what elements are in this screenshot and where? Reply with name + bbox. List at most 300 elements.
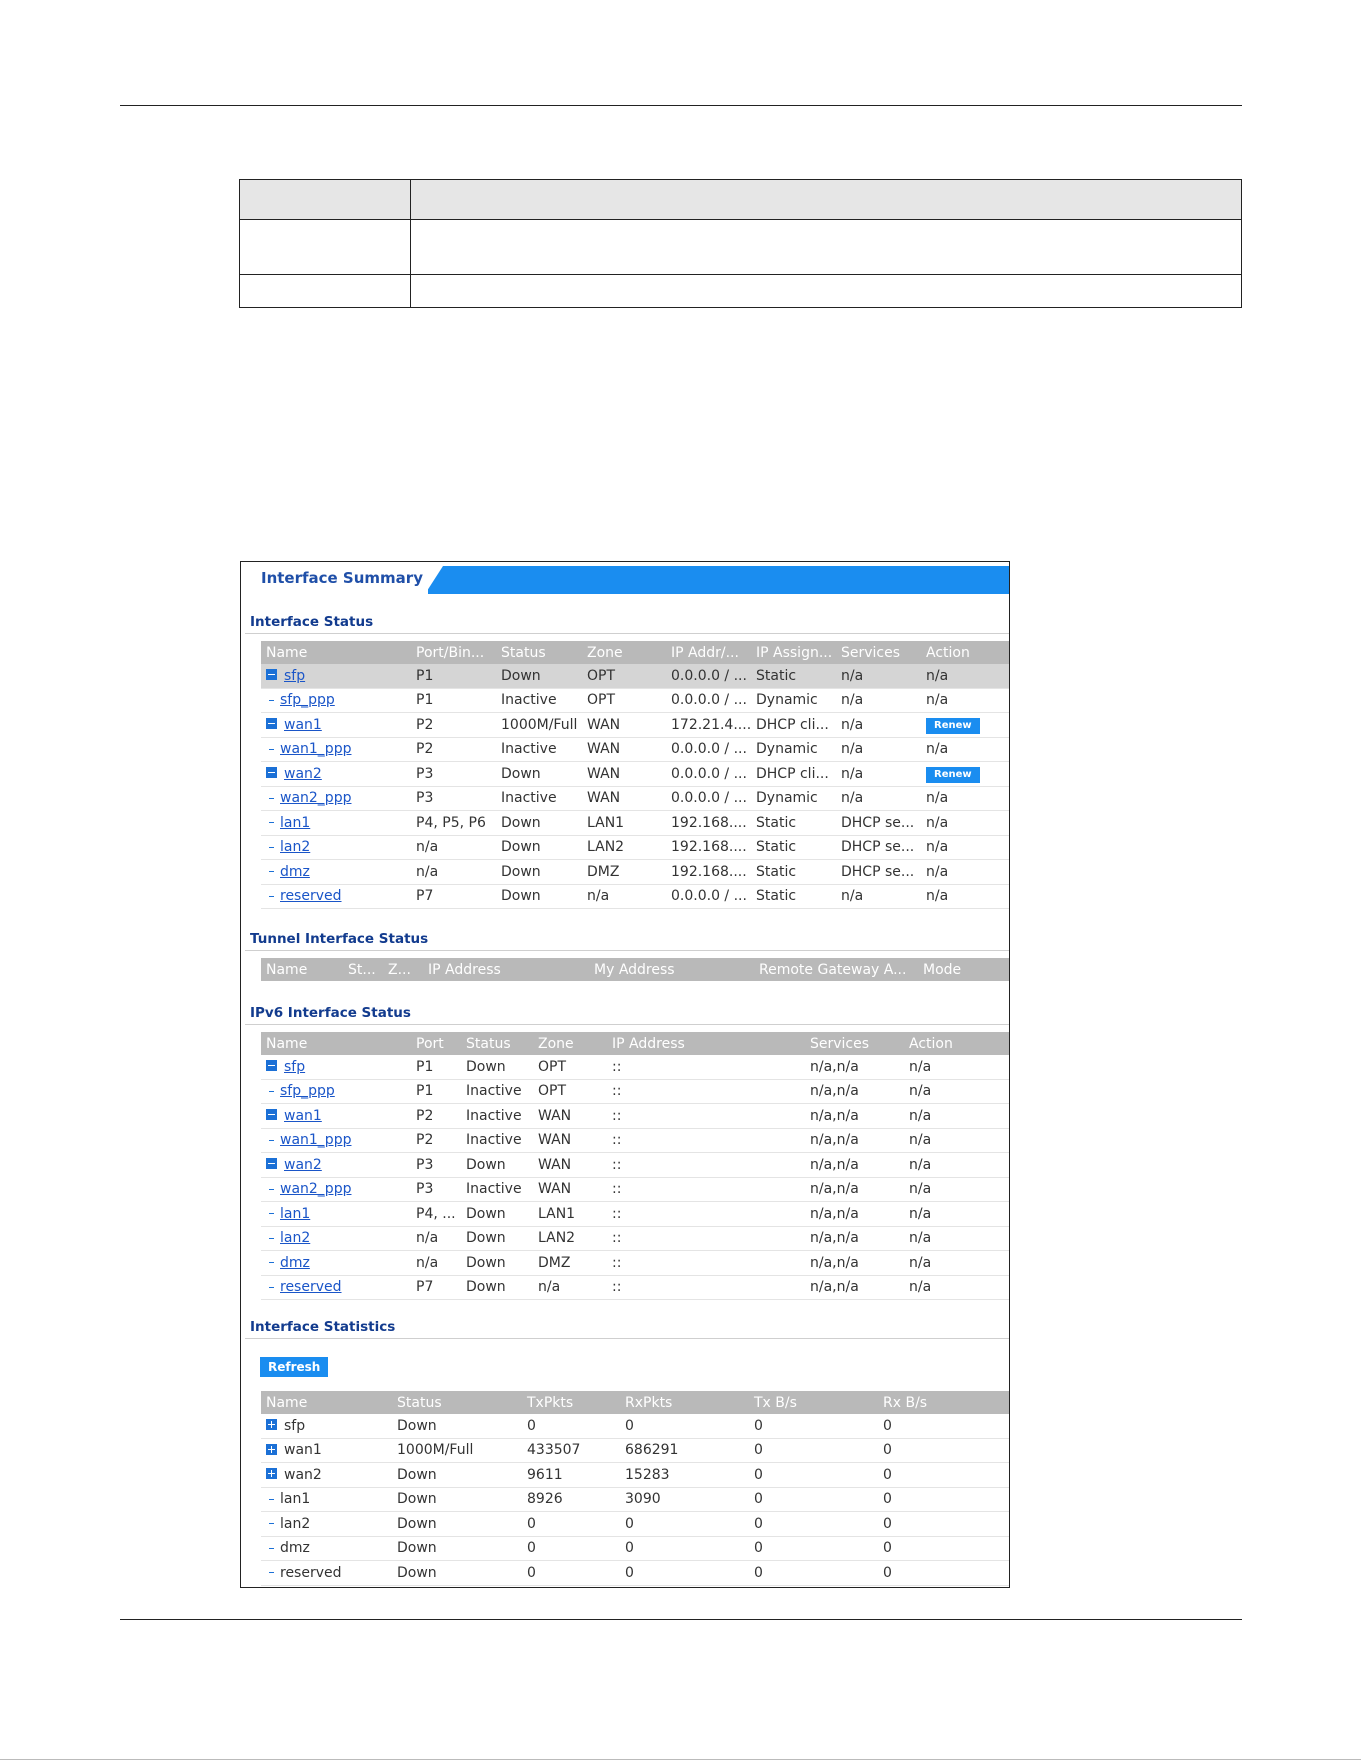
cell-action: n/a: [904, 1055, 1010, 1079]
column-header[interactable]: Rx B/s: [878, 1391, 1010, 1414]
expand-icon[interactable]: [266, 1419, 277, 1430]
tab-bar-fill: [428, 566, 1009, 594]
cell-services: DHCP se...: [836, 811, 921, 836]
cell-action: [921, 762, 1010, 787]
table-row[interactable]: [261, 664, 1010, 688]
cell-txb: 0: [749, 1414, 878, 1438]
cell-port: P3: [411, 1177, 461, 1202]
cell-tx: 0: [522, 1512, 620, 1537]
column-header[interactable]: Services: [805, 1032, 904, 1055]
cell-port: P2: [411, 713, 496, 738]
cell-port: n/a: [411, 835, 496, 860]
interface-name-cell: [261, 1177, 411, 1202]
cell-status: 1000M/Full: [392, 1438, 522, 1463]
column-header[interactable]: Port/Bin...: [411, 641, 496, 664]
interface-name-cell: [261, 762, 411, 787]
cell-status: Down: [392, 1463, 522, 1488]
column-header[interactable]: Name: [261, 1032, 411, 1055]
cell-action: n/a: [904, 1275, 1010, 1300]
table-row[interactable]: [261, 1251, 1010, 1276]
cell-zone: OPT: [533, 1079, 607, 1104]
collapse-icon[interactable]: [266, 1158, 277, 1169]
column-header[interactable]: Services: [836, 641, 921, 664]
cell-rxb: 0: [878, 1512, 1010, 1537]
cell-services: n/a,n/a: [805, 1055, 904, 1079]
section-title-ipv6-status: IPv6 Interface Status: [250, 1005, 411, 1021]
table-row[interactable]: [261, 1055, 1010, 1079]
table-row[interactable]: [261, 1536, 1010, 1561]
cell-status: Down: [496, 835, 582, 860]
column-header[interactable]: Z...: [383, 958, 423, 981]
arrow-icon: [269, 1572, 274, 1573]
interface-link[interactable]: lan2: [280, 839, 311, 856]
page-footer-rule: [120, 1619, 1242, 1620]
arrow-icon: [269, 1213, 274, 1214]
cell-port: n/a: [411, 1226, 461, 1251]
cell-rx: 0: [620, 1414, 749, 1438]
cell-action: n/a: [904, 1202, 1010, 1227]
cell-assign: Dynamic: [751, 737, 836, 762]
table-row[interactable]: [261, 1226, 1010, 1251]
arrow-icon: [269, 1140, 274, 1141]
interface-link[interactable]: reserved: [280, 1279, 342, 1296]
cell-ip: 0.0.0.0 / ...: [666, 664, 751, 688]
cell-action: [921, 786, 1010, 811]
cell-status: Inactive: [496, 786, 582, 811]
cell-port: P7: [411, 1275, 461, 1300]
tab-bar: [241, 562, 1009, 594]
column-header[interactable]: Status: [392, 1391, 522, 1414]
ipv6-status-table: [261, 1032, 1010, 1300]
cell-zone: WAN: [533, 1104, 607, 1129]
cell-status: Down: [496, 811, 582, 836]
table-row[interactable]: [261, 1275, 1010, 1300]
cell-ip: 0.0.0.0 / ...: [666, 786, 751, 811]
table-row[interactable]: [261, 1079, 1010, 1104]
cell-services: n/a,n/a: [805, 1079, 904, 1104]
cell-ip: 0.0.0.0 / ...: [666, 884, 751, 909]
cell-ip: ::: [607, 1275, 805, 1300]
cell-port: P3: [411, 786, 496, 811]
expand-icon[interactable]: [266, 1468, 277, 1479]
cell-action: n/a: [904, 1226, 1010, 1251]
cell-zone: WAN: [533, 1177, 607, 1202]
cell-rx: 686291: [620, 1438, 749, 1463]
cell-zone: WAN: [582, 762, 666, 787]
interface-link[interactable]: lan1: [280, 814, 311, 831]
table-row[interactable]: [261, 1561, 1010, 1586]
interface-name-cell: [261, 1055, 411, 1079]
cell-ip: ::: [607, 1128, 805, 1153]
cell-assign: Dynamic: [751, 786, 836, 811]
cell-zone: n/a: [582, 884, 666, 909]
cell-services: n/a,n/a: [805, 1128, 904, 1153]
interface-name-cell: [261, 1275, 411, 1300]
table-row[interactable]: [261, 860, 1010, 885]
action-text: n/a: [926, 741, 949, 758]
table-row[interactable]: [261, 713, 1010, 738]
interface-link[interactable]: sfp_ppp: [280, 1083, 335, 1100]
cell-tx: 0: [522, 1561, 620, 1586]
cell-zone: LAN1: [533, 1202, 607, 1227]
cell-rxb: 0: [878, 1561, 1010, 1586]
cell-assign: Static: [751, 884, 836, 909]
cell-rx: 0: [620, 1512, 749, 1537]
column-header[interactable]: Tx B/s: [749, 1391, 878, 1414]
table-row[interactable]: [261, 1128, 1010, 1153]
table-row[interactable]: [261, 1104, 1010, 1129]
cell-port: P4, P5, P6: [411, 811, 496, 836]
column-header[interactable]: IP Addr/...: [666, 641, 751, 664]
interface-name-cell: [261, 737, 411, 762]
cell-port: P7: [411, 884, 496, 909]
cell-ip: ::: [607, 1226, 805, 1251]
cell-status: Down: [496, 664, 582, 688]
cell-services: n/a,n/a: [805, 1153, 904, 1178]
table-row[interactable]: [261, 1463, 1010, 1488]
interface-summary-screenshot: [240, 561, 1010, 1588]
interface-name-cell: [261, 835, 411, 860]
column-header[interactable]: Zone: [533, 1032, 607, 1055]
cell-services: n/a: [836, 664, 921, 688]
cell-zone: WAN: [533, 1153, 607, 1178]
cell-services: n/a: [836, 786, 921, 811]
cell-port: n/a: [411, 860, 496, 885]
cell-status: Down: [496, 884, 582, 909]
cell-zone: OPT: [582, 688, 666, 713]
cell-ip: ::: [607, 1251, 805, 1276]
interface-name-cell: [261, 1463, 392, 1488]
cell-status: Down: [392, 1561, 522, 1586]
cell-rxb: 0: [878, 1414, 1010, 1438]
cell-services: n/a,n/a: [805, 1177, 904, 1202]
arrow-icon: [269, 1499, 274, 1500]
cell-assign: DHCP cli...: [751, 762, 836, 787]
arrow-icon: [269, 847, 274, 848]
doc-table-header-row: [240, 180, 1242, 220]
cell-txb: 0: [749, 1463, 878, 1488]
interface-name: wan1: [284, 1442, 322, 1459]
cell-txb: 0: [749, 1512, 878, 1537]
table-row[interactable]: [261, 835, 1010, 860]
cell-action: n/a: [904, 1128, 1010, 1153]
table-row[interactable]: [261, 1414, 1010, 1438]
cell-status: Down: [461, 1153, 533, 1178]
cell-ip: 192.168....: [666, 835, 751, 860]
cell-port: P1: [411, 688, 496, 713]
column-header[interactable]: Zone: [582, 641, 666, 664]
cell-rx: 0: [620, 1561, 749, 1586]
cell-port: P1: [411, 1079, 461, 1104]
interface-name-cell: [261, 688, 411, 713]
interface-name-cell: [261, 860, 411, 885]
cell-txb: 0: [749, 1561, 878, 1586]
interface-link[interactable]: wan2_ppp: [280, 790, 352, 807]
interface-name-cell: [261, 1202, 411, 1227]
cell-rx: 3090: [620, 1487, 749, 1512]
page-header-rule: [120, 105, 1242, 106]
interface-link[interactable]: dmz: [280, 1254, 310, 1271]
interface-link[interactable]: reserved: [280, 888, 342, 905]
cell-services: n/a,n/a: [805, 1104, 904, 1129]
arrow-icon: [269, 1189, 274, 1190]
table-row[interactable]: [261, 737, 1010, 762]
cell-assign: DHCP cli...: [751, 713, 836, 738]
field-description-table: [239, 179, 1242, 308]
cell-action: [921, 713, 1010, 738]
arrow-icon: [269, 798, 274, 799]
cell-ip: ::: [607, 1055, 805, 1079]
table-row[interactable]: [261, 786, 1010, 811]
collapse-icon[interactable]: [266, 1109, 277, 1120]
interface-status-table: [261, 641, 1010, 909]
column-header[interactable]: Status: [496, 641, 582, 664]
cell-status: Down: [392, 1487, 522, 1512]
cell-services: DHCP se...: [836, 835, 921, 860]
cell-action: [921, 835, 1010, 860]
cell-tx: 8926: [522, 1487, 620, 1512]
cell-zone: LAN2: [582, 835, 666, 860]
column-header[interactable]: Action: [921, 641, 1010, 664]
table-row[interactable]: [261, 1202, 1010, 1227]
cell-action: [921, 664, 1010, 688]
cell-ip: 0.0.0.0 / ...: [666, 762, 751, 787]
interface-link[interactable]: dmz: [280, 863, 310, 880]
cell-action: [921, 737, 1010, 762]
cell-action: n/a: [904, 1104, 1010, 1129]
collapse-icon[interactable]: [266, 718, 277, 729]
cell-assign: Static: [751, 860, 836, 885]
table-row[interactable]: [261, 1512, 1010, 1537]
cell-action: [921, 811, 1010, 836]
action-text: n/a: [926, 692, 949, 709]
cell-services: n/a: [836, 713, 921, 738]
renew-button[interactable]: Renew: [926, 718, 980, 734]
cell-status: Inactive: [496, 688, 582, 713]
interface-name-cell: [261, 1512, 392, 1537]
action-text: n/a: [926, 790, 949, 807]
column-header[interactable]: Name: [261, 1391, 392, 1414]
cell-ip: 172.21.4....: [666, 713, 751, 738]
cell-action: n/a: [904, 1153, 1010, 1178]
cell-assign: Static: [751, 664, 836, 688]
arrow-icon: [269, 1091, 274, 1092]
cell-port: P2: [411, 1128, 461, 1153]
section-title-statistics: Interface Statistics: [250, 1319, 396, 1335]
table-row[interactable]: [261, 688, 1010, 713]
cell-services: n/a,n/a: [805, 1251, 904, 1276]
cell-ip: ::: [607, 1177, 805, 1202]
column-header[interactable]: My Address: [589, 958, 754, 981]
section-title-interface-status: Interface Status: [250, 614, 374, 630]
interface-name: wan2: [284, 1466, 322, 1483]
cell-rx: 15283: [620, 1463, 749, 1488]
renew-button[interactable]: Renew: [926, 767, 980, 783]
cell-ip: ::: [607, 1079, 805, 1104]
cell-services: n/a,n/a: [805, 1226, 904, 1251]
doc-table-row: [240, 275, 1242, 308]
interface-name: lan1: [280, 1491, 311, 1508]
cell-services: n/a,n/a: [805, 1275, 904, 1300]
cell-port: P4, ...: [411, 1202, 461, 1227]
arrow-icon: [269, 700, 274, 701]
interface-name: sfp: [284, 1417, 306, 1434]
tab-interface-summary[interactable]: Interface Summary: [245, 562, 425, 594]
cell-tx: 0: [522, 1414, 620, 1438]
cell-zone: LAN1: [582, 811, 666, 836]
column-header[interactable]: IP Address: [423, 958, 589, 981]
arrow-icon: [269, 749, 274, 750]
cell-assign: Static: [751, 835, 836, 860]
cell-port: P3: [411, 1153, 461, 1178]
cell-zone: WAN: [582, 786, 666, 811]
interface-name-cell: [261, 664, 411, 688]
arrow-icon: [269, 1262, 274, 1263]
collapse-icon[interactable]: [266, 669, 277, 680]
interface-link[interactable]: wan2: [284, 1156, 322, 1173]
interface-link[interactable]: lan1: [280, 1205, 311, 1222]
table-row[interactable]: [261, 1438, 1010, 1463]
cell-status: Down: [392, 1414, 522, 1438]
column-header[interactable]: RxPkts: [620, 1391, 749, 1414]
cell-status: Down: [461, 1055, 533, 1079]
cell-ip: 192.168....: [666, 811, 751, 836]
cell-ip: ::: [607, 1153, 805, 1178]
interface-link[interactable]: wan1_ppp: [280, 741, 352, 758]
arrow-icon: [269, 896, 274, 897]
column-header[interactable]: Port: [411, 1032, 461, 1055]
action-text: n/a: [926, 839, 949, 856]
interface-statistics-table: [261, 1391, 1010, 1586]
cell-status: Down: [392, 1536, 522, 1561]
cell-action: n/a: [904, 1079, 1010, 1104]
interface-link[interactable]: lan2: [280, 1230, 311, 1247]
arrow-icon: [269, 1287, 274, 1288]
cell-assign: Static: [751, 811, 836, 836]
interface-link[interactable]: wan2: [284, 765, 322, 782]
interface-name-cell: [261, 786, 411, 811]
cell-rxb: 0: [878, 1536, 1010, 1561]
table-row[interactable]: [261, 1177, 1010, 1202]
cell-services: n/a: [836, 884, 921, 909]
cell-services: n/a,n/a: [805, 1202, 904, 1227]
cell-status: Down: [496, 860, 582, 885]
cell-tx: 433507: [522, 1438, 620, 1463]
table-row[interactable]: [261, 1487, 1010, 1512]
cell-action: [921, 860, 1010, 885]
interface-link[interactable]: wan1: [284, 1107, 322, 1124]
tunnel-status-table: [261, 958, 1010, 981]
interface-name-cell: [261, 1561, 392, 1586]
cell-port: P1: [411, 664, 496, 688]
cell-assign: Dynamic: [751, 688, 836, 713]
cell-rx: 0: [620, 1536, 749, 1561]
interface-link[interactable]: wan2_ppp: [280, 1181, 352, 1198]
doc-table-row: [240, 220, 1242, 275]
interface-name-cell: [261, 1414, 392, 1438]
cell-port: P3: [411, 762, 496, 787]
table-row[interactable]: [261, 1153, 1010, 1178]
refresh-button[interactable]: Refresh: [260, 1357, 328, 1377]
action-text: n/a: [926, 814, 949, 831]
cell-port: P2: [411, 737, 496, 762]
expand-icon[interactable]: [266, 1444, 277, 1455]
interface-name-cell: [261, 1487, 392, 1512]
cell-port: n/a: [411, 1251, 461, 1276]
interface-name-cell: [261, 1079, 411, 1104]
column-header[interactable]: Status: [461, 1032, 533, 1055]
column-header[interactable]: Name: [261, 958, 343, 981]
cell-txb: 0: [749, 1536, 878, 1561]
arrow-icon: [269, 871, 274, 872]
collapse-icon[interactable]: [266, 1060, 277, 1071]
arrow-icon: [269, 1548, 274, 1549]
cell-zone: LAN2: [533, 1226, 607, 1251]
section-title-tunnel-status: Tunnel Interface Status: [250, 931, 429, 947]
interface-link[interactable]: wan1: [284, 716, 322, 733]
arrow-icon: [269, 822, 274, 823]
column-header[interactable]: Mode: [918, 958, 1010, 981]
cell-status: Inactive: [496, 737, 582, 762]
cell-ip: ::: [607, 1104, 805, 1129]
interface-name-cell: [261, 1226, 411, 1251]
cell-status: 1000M/Full: [496, 713, 582, 738]
collapse-icon[interactable]: [266, 767, 277, 778]
cell-action: [921, 884, 1010, 909]
column-header[interactable]: IP Assign...: [751, 641, 836, 664]
cell-zone: WAN: [582, 713, 666, 738]
cell-status: Down: [461, 1226, 533, 1251]
cell-rxb: 0: [878, 1438, 1010, 1463]
cell-zone: OPT: [582, 664, 666, 688]
interface-name-cell: [261, 713, 411, 738]
interface-link[interactable]: sfp: [284, 1058, 306, 1075]
column-header[interactable]: St...: [343, 958, 383, 981]
interface-link[interactable]: sfp: [284, 667, 306, 684]
cell-services: n/a: [836, 688, 921, 713]
interface-name-cell: [261, 884, 411, 909]
cell-ip: 192.168....: [666, 860, 751, 885]
cell-zone: WAN: [582, 737, 666, 762]
column-header[interactable]: TxPkts: [522, 1391, 620, 1414]
table-row[interactable]: [261, 811, 1010, 836]
cell-ip: 0.0.0.0 / ...: [666, 737, 751, 762]
cell-status: Down: [496, 762, 582, 787]
column-header[interactable]: Remote Gateway A...: [754, 958, 918, 981]
cell-port: P1: [411, 1055, 461, 1079]
interface-name-cell: [261, 1128, 411, 1153]
table-row[interactable]: [261, 884, 1010, 909]
interface-link[interactable]: wan1_ppp: [280, 1132, 352, 1149]
interface-name-cell: [261, 811, 411, 836]
interface-link[interactable]: sfp_ppp: [280, 692, 335, 709]
column-header[interactable]: IP Address: [607, 1032, 805, 1055]
interface-name-cell: [261, 1536, 392, 1561]
cell-status: Down: [461, 1275, 533, 1300]
interface-name-cell: [261, 1153, 411, 1178]
cell-action: [921, 688, 1010, 713]
table-row[interactable]: [261, 762, 1010, 787]
interface-name: dmz: [280, 1540, 310, 1557]
column-header[interactable]: Action: [904, 1032, 1010, 1055]
cell-rxb: 0: [878, 1463, 1010, 1488]
column-header[interactable]: Name: [261, 641, 411, 664]
interface-name-cell: [261, 1251, 411, 1276]
cell-status: Inactive: [461, 1177, 533, 1202]
cell-port: P2: [411, 1104, 461, 1129]
cell-txb: 0: [749, 1487, 878, 1512]
interface-name: lan2: [280, 1515, 311, 1532]
